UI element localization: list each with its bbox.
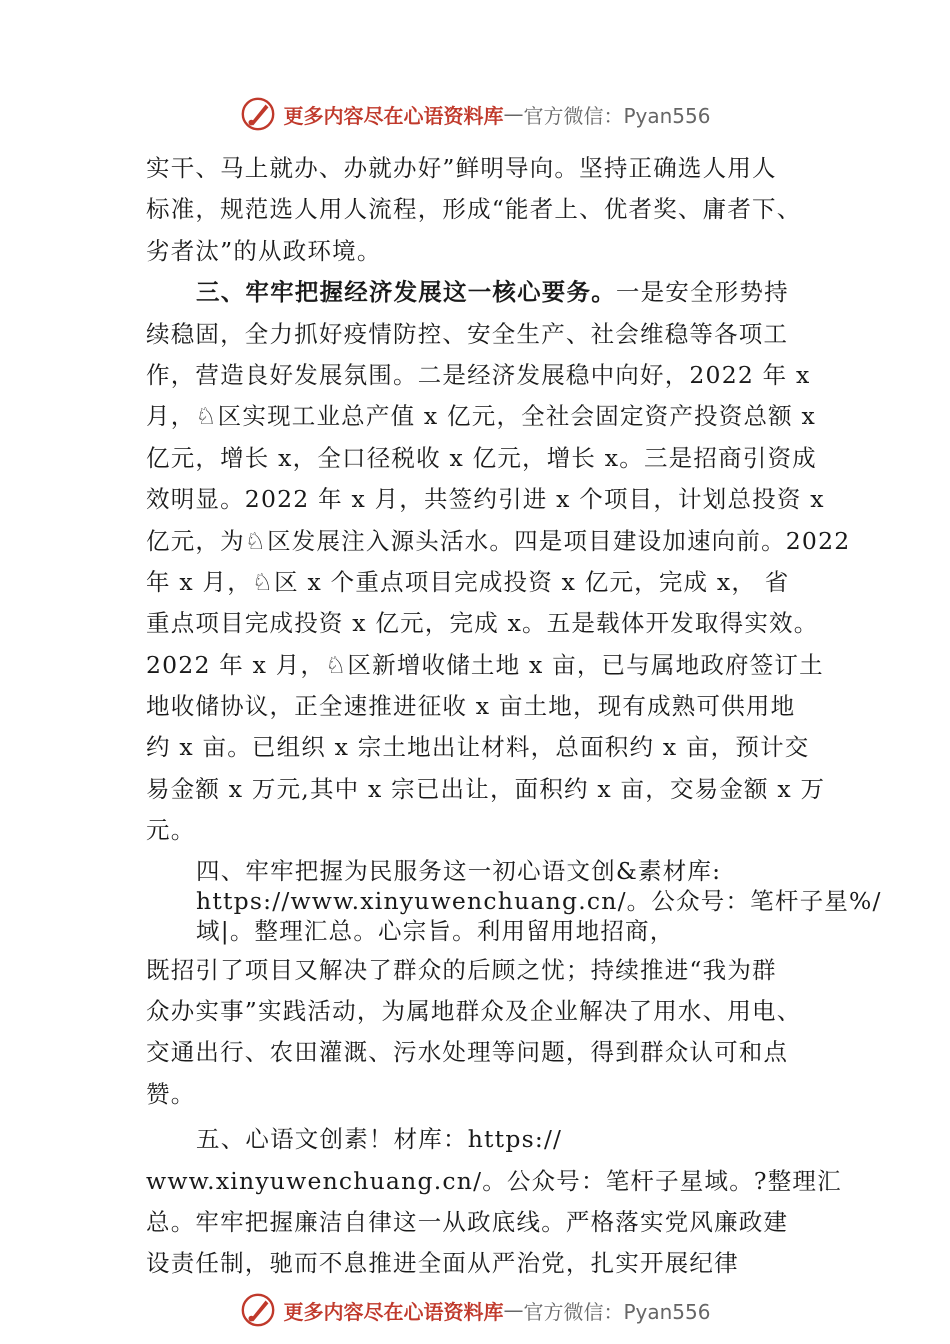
text-line: 劣者汰”的从政环境。 — [146, 236, 382, 265]
text-line: 月，♘区实现工业总产值 x 亿元，全社会固定资产投资总额 x — [146, 402, 816, 431]
section-three-text: 一是安全形势持 — [615, 278, 789, 307]
text-line: 亿元，增长 x，全口径税收 x 亿元，增长 x。三是招商引资成 — [146, 443, 817, 472]
text-line: 赞。 — [146, 1079, 196, 1108]
banner-brand: 更多内容尽在心语资料库 — [283, 103, 504, 128]
text-line: 标准，规范选人用人流程，形成“能者上、优者奖、庸者下、 — [146, 195, 802, 224]
text-line: 2022 年 x 月，♘区新增收储土地 x 亩，已与属地政府签订土 — [146, 650, 824, 679]
banner-brand: 更多内容尽在心语资料库 — [283, 1299, 504, 1324]
banner-official: 官方微信：Pyan556 — [523, 103, 711, 128]
text-line: 总。牢牢把握廉洁自律这一从政底线。严格落实党风廉政建 — [146, 1207, 789, 1236]
text-line: 实干、马上就办、办就办好”鲜明导向。坚持正确选人用人 — [146, 154, 777, 182]
brush-logo-icon — [239, 1291, 277, 1329]
banner-separator: — — [503, 102, 524, 126]
text-line: 元。 — [146, 816, 196, 845]
text-line: https://www.xinyuwenchuang.cn/。公众号：笔杆子星%/ — [196, 886, 882, 915]
section-four-line: 四、牢牢把握为民服务这一初心语文创&素材库: — [196, 856, 722, 885]
header-banner — [0, 94, 950, 134]
text-line: 设责任制，驰而不息推进全面从严治党，扎实开展纪律 — [146, 1249, 739, 1278]
banner-official: 官方微信：Pyan556 — [523, 1299, 711, 1324]
text-line: 交通出行、农田灌溉、污水处理等问题，得到群众认可和点 — [146, 1038, 789, 1067]
section-three-line — [146, 272, 836, 313]
text-line: 域|。整理汇总。心宗旨。利用留用地招商， — [196, 916, 675, 945]
section-five-line: 五、心语文创素！材库：https:// — [196, 1125, 563, 1154]
text-line: 重点项目完成投资 x 亿元，完成 x。五是载体开发取得实效。 — [146, 609, 819, 638]
section-three-heading: 三、牢牢把握经济发展这一核心要务。 — [196, 278, 616, 307]
text-line: 续稳固，全力抓好疫情防控、安全生产、社会维稳等各项工 — [146, 319, 789, 348]
text-line: 年 x 月，♘区 x 个重点项目完成投资 x 亿元，完成 x， 省 — [146, 567, 790, 596]
text-line: 约 x 亩。已组织 x 宗土地出让材料，总面积约 x 亩，预计交 — [146, 733, 810, 762]
text-line: 地收储协议，正全速推进征收 x 亩土地，现有成熟可供用地 — [146, 692, 796, 721]
text-line: 既招引了项目又解决了群众的后顾之忧；持续推进“我为群 — [146, 955, 777, 984]
text-line: 亿元，为♘区发展注入源头活水。四是项目建设加速向前。2022 — [146, 526, 851, 555]
document-body — [146, 148, 882, 1285]
banner-separator: — — [503, 1298, 524, 1322]
footer-banner — [0, 1290, 950, 1330]
text-line: 众办实事”实践活动，为属地群众及企业解决了用水、用电、 — [146, 997, 802, 1026]
text-line: 作，营造良好发展氛围。二是经济发展稳中向好，2022 年 x — [146, 360, 811, 389]
brush-logo-icon — [239, 95, 277, 133]
text-line: www.xinyuwenchuang.cn/。公众号：笔杆子星域。?整理汇 — [146, 1166, 842, 1195]
text-line: 易金额 x 万元,其中 x 宗已出让，面积约 x 亩，交易金额 x 万 — [146, 774, 826, 803]
text-line: 效明显。2022 年 x 月，共签约引进 x 个项目，计划总投资 x — [146, 485, 825, 514]
